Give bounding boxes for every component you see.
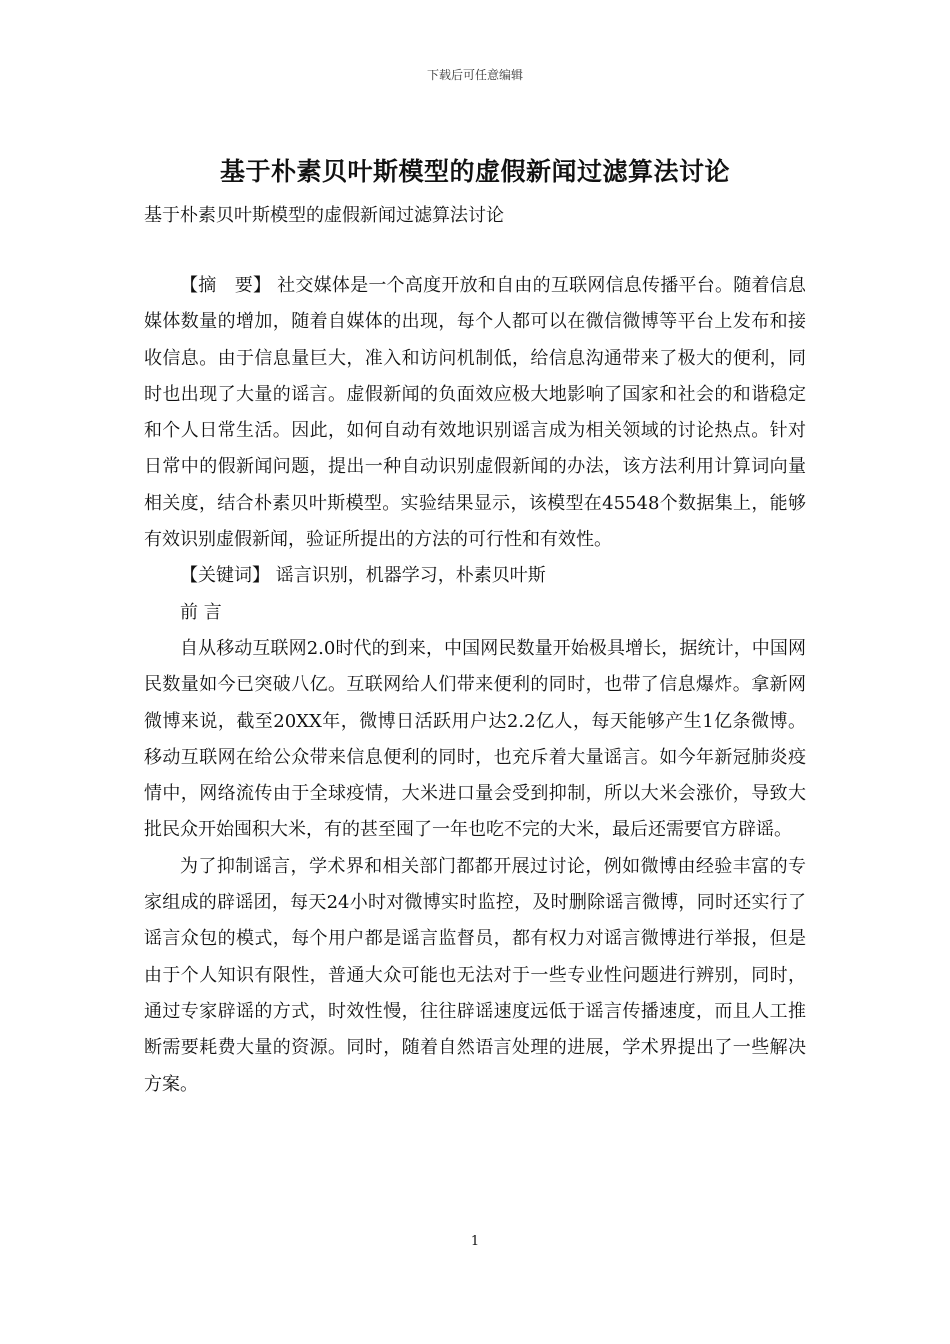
document-subtitle: 基于朴素贝叶斯模型的虚假新闻过滤算法讨论 [144,205,504,226]
page-number: 1 [470,1234,480,1249]
abstract-paragraph [144,268,806,558]
body-paragraph: 为了抑制谣言，学术界和相关部门都都开展过讨论，例如微博由经验丰富的专家组成的辟谣团，每天24小时对微博实时监控，及时删除谣言微博，同时还实行了谣言众包的模式，每个用户都是谣言监督员，都有权力对谣言微博进行举报，但是由于个人知识有限性，普通大众可能也无法对于一些专业性问题进行辨别，同时，通过专家辟谣的方式，时效性慢，往往辟谣速度远低于谣言传播速度，而且人工推断需要耗费大量的资源。同时，随着自然语言处理的进展，学术界提出了一些解决方案。 [144,855,806,1095]
document-title: 基于朴素贝叶斯模型的虚假新闻过滤算法讨论 [219,157,730,186]
abstract-label: 【摘 要】 [180,275,272,296]
keywords-text: 谣言识别，机器学习，朴素贝叶斯 [270,565,546,587]
keywords-label: 【关键词】 [180,565,270,587]
page-header: 下载后可任意编辑 [426,68,523,82]
body-paragraph: 自从移动互联网2.0时代的到来，中国网民数量开始极具增长，据统计，中国网民数量如今已突破八亿。互联网给人们带来便利的同时，也带了信息爆炸。拿新网微博来说，截至20XX年，微博日活跃用户达2.2亿人，每天能够产生1亿条微博。移动互联网在给公众带来信息便利的同时，也充斥着大量谣言。如今年新冠肺炎疫情中，网络流传由于全球疫情，大米进口量会受到抑制，所以大米会涨价，导致大批民众开始囤积大米，有的甚至囤了一年也吃不完的大米，最后还需要官方辟谣。 [144,637,806,841]
abstract-text: 社交媒体是一个高度开放和自由的互联网信息传播平台。随着信息媒体数量的增加，随着自媒体的出现，每个人都可以在微信微博等平台上发布和接收信息。由于信息量巨大，准入和访问机制低，给信息沟通带来了极大的便利，同时也出现了大量的谣言。虚假新闻的负面效应极大地影响了国家和社会的和谐稳定和个人日常生活。因此，如何自动有效地识别谣言成为相关领域的讨论热点。针对日常中的假新闻问题，提出一种自动识别虚假新闻的办法，该方法利用计算词向量相关度，结合朴素贝叶斯模型。实验结果显示，该模型在45548个数据集上，能够有效识别虚假新闻，验证所提出的方法的可行性和有效性。 [144,275,807,551]
preface-heading: 前 言 [180,601,222,623]
keywords-paragraph [144,558,806,594]
document-body [144,268,806,1103]
